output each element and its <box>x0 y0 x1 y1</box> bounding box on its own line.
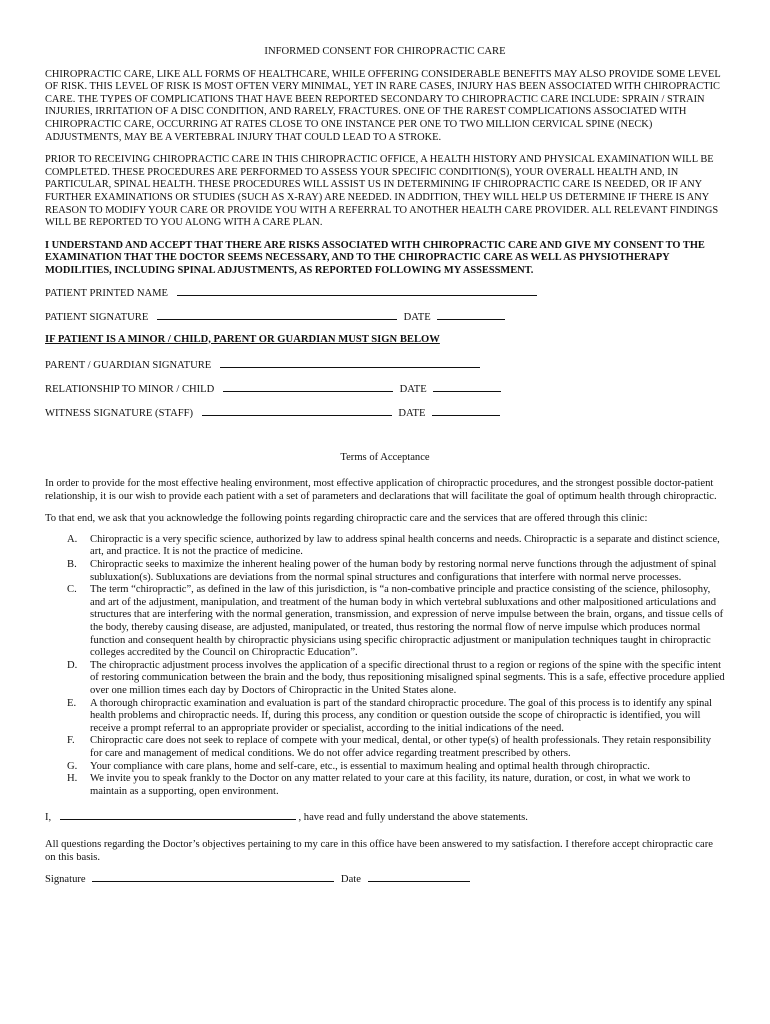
guardian-signature-label: PARENT / GUARDIAN SIGNATURE <box>45 359 212 371</box>
ack-suffix: , have read and fully understand the above statements. <box>298 812 528 824</box>
exam-paragraph: PRIOR TO RECEIVING CHIROPRACTIC CARE IN THIS CHIROPRACTIC OFFICE, A HEALTH HISTORY AND PHYSICAL EXAMINATION WILL BE COMPLETED. THESE PROCEDURES ARE PERFORMED TO ASSESS YOUR SPECIFIC CONDITION(S), YOUR OVERALL HEALTH AND, IN PARTICULAR, SPINAL HEALTH. THESE PROCEDURES WILL ASSIST US IN DETERMINING IF CHIROPRACTIC CARE IS NEEDED, OR IF ANY FURTHER EXAMINATIONS OR STUDIES (SUCH AS X-RAY) ARE NEEDED. IN ADDITION, THEY WILL HELP US DETERMINE IF THERE IS ANY REASON TO MODIFY YOUR CARE OR PROVIDE YOU WITH A REFERRAL TO ANOTHER HEALTH CARE PROVIDER. ALL RELEVANT FINDINGS WILL BE REPORTED TO YOU ALONG WITH A CARE PLAN. <box>45 154 719 229</box>
acknowledgement-row <box>45 810 725 825</box>
guardian-signature-field[interactable] <box>220 358 480 368</box>
patient-signature-label: PATIENT SIGNATURE <box>45 311 149 323</box>
list-item <box>45 698 725 736</box>
final-date-label: Date <box>340 874 361 886</box>
item-letter: H. <box>67 773 78 785</box>
patient-date-field[interactable] <box>437 310 505 320</box>
terms-intro: In order to provide for the most effective healing environment, most effective application of chiropractic procedures, and the strongest possible doctor-patient relationship, it is our wish to provide each patient with a set of parameters and declarations that will facilitate the goal of optimum health through chiropractic. <box>45 478 717 502</box>
list-item <box>45 534 725 559</box>
terms-list <box>45 534 725 798</box>
witness-signature-field[interactable] <box>202 406 392 416</box>
guardian-signature-row <box>45 358 725 382</box>
list-item <box>45 761 725 774</box>
terms-title: Terms of Acceptance <box>340 451 430 463</box>
document-title: INFORMED CONSENT FOR CHIROPRACTIC CARE <box>264 46 506 57</box>
item-letter: G. <box>67 760 78 772</box>
item-text: Chiropractic is a very specific science, authorized by law to address spinal health concerns and needs. Chiropractic is a separate and distinct science, art, and practice. It is not the practice of medicine. <box>90 533 720 558</box>
item-text: We invite you to speak frankly to the Doctor on any matter related to your care at this facility, its nature, duration, or cost, in what we work to maintain as a supporting, open environment. <box>90 773 691 797</box>
signature-label: Signature <box>45 874 86 886</box>
consent-document <box>45 46 725 887</box>
relationship-row <box>45 382 725 406</box>
item-text: The chiropractic adjustment process involves the application of a specific directional thrust to a region or regions of the spine with the specific intent of restoring communication between the brain and the body, thus repositioning misaligned spinal segments. This is a safe, effective procedure applied over one million times each day by Doctors of Chiropractic in the United States alone. <box>90 659 725 696</box>
patient-signature-field[interactable] <box>157 310 397 320</box>
item-text: A thorough chiropractic examination and evaluation is part of the standard chiropractic procedure. The goal of this process is to identify any spinal health problems and chiropractic needs. If, during this process, any condition or question outside the scope of chiropractic is identified, you will receive a prompt referral to an appropriate provider or specialist, according to the initial indications of the need. <box>90 697 712 734</box>
relationship-date-label: DATE <box>399 383 427 395</box>
item-letter: A. <box>67 533 78 545</box>
closing-statement: All questions regarding the Doctor’s objectives pertaining to my care in this office have been answered to my satisfaction. I therefore accept chiropractic care on this basis. <box>45 838 713 863</box>
patient-name-field[interactable] <box>177 286 537 296</box>
item-text: The term “chiropractic”, as defined in the law of this jurisdiction, is “a non-combative principle and practice consisting of the science, philosophy, and art of the adjustment, manipulation, and treatment of the human body in which vertebral subluxations and other malpositioned articulations and structures that are interfering with the normal generation, transmission, and expression of nerve impulse between the brain, organs, and tissue cells of the body, thereby causing disease, are adjusted, manipulated, or treated, thus restoring the normal flow of nerve impulse which produces normal function and consequent health by chiropractic physicians using specific chiropractic adjustment or manipulation techniques taught in chiropractic colleges accredited by the Council on Chiropractic Education”. <box>90 584 724 659</box>
final-signature-row <box>45 872 725 887</box>
item-letter: B. <box>67 559 77 571</box>
item-text: Chiropractic care does not seek to replace of compete with your medical, dental, or other type(s) of health professionals. They retain responsibility for care and management of medical conditions. We do not offer advice regarding treatment prescribed by others. <box>90 735 712 759</box>
item-letter: C. <box>67 584 77 596</box>
relationship-date-field[interactable] <box>433 382 501 392</box>
witness-date-field[interactable] <box>432 406 500 416</box>
item-text: Chiropractic seeks to maximize the inherent healing power of the human body by restoring normal nerve functions through the adjustment of spinal subluxation(s). Subluxations are deviations from the normal spinal structures and configurations that interfere with normal nerve processes. <box>90 559 717 583</box>
item-letter: E. <box>67 697 77 709</box>
witness-row <box>45 406 725 430</box>
minor-notice-row <box>45 334 725 358</box>
patient-signature-row <box>45 310 725 334</box>
item-letter: F. <box>67 735 75 747</box>
relationship-field[interactable] <box>223 382 393 392</box>
list-item <box>45 773 725 798</box>
patient-name-label: PATIENT PRINTED NAME <box>45 287 169 299</box>
witness-label: WITNESS SIGNATURE (STAFF) <box>45 407 194 419</box>
list-item <box>45 660 725 698</box>
item-letter: D. <box>67 659 78 671</box>
minor-notice: IF PATIENT IS A MINOR / CHILD, PARENT OR GUARDIAN MUST SIGN BELOW <box>45 333 440 345</box>
witness-date-label: DATE <box>398 407 426 419</box>
item-text: Your compliance with care plans, home and self-care, etc., is essential to maximum healing and optimal health through chiropractic. <box>90 760 650 772</box>
patient-date-label: DATE <box>403 311 431 323</box>
list-item <box>45 584 725 660</box>
list-item <box>45 559 725 584</box>
terms-lead: To that end, we ask that you acknowledge the following points regarding chiropractic care and the services that are offered through this clinic: <box>45 513 648 525</box>
risk-paragraph: CHIROPRACTIC CARE, LIKE ALL FORMS OF HEALTHCARE, WHILE OFFERING CONSIDERABLE BENEFITS MAY ALSO PROVIDE SOME LEVEL OF RISK. THIS LEVEL OF RISK IS MOST OFTEN VERY MINIMAL, YET IN RARE CASES, INJURY HAS BEEN ASSOCIATED WITH CHIROPRACTIC CARE. THE TYPES OF COMPLICATIONS THAT HAVE BEEN REPORTED SECONDARY TO CHIROPRACTIC CARE INCLUDE: SPRAIN / STRAIN INJURIES, IRRITATION OF A DISC CONDITION, AND RARELY, FRACTURES. ONE OF THE RAREST COMPLICATIONS ASSOCIATED WITH CHIROPRACTIC CARE, OCCURRING AT RATES CLOSE TO ONE INSTANCE PER ONE TO TWO MILLION CERVICAL SPINE (NECK) ADJUSTMENTS, MAY BE A VERTEBRAL INJURY THAT COULD LEAD TO A STROKE. <box>45 68 721 143</box>
final-signature-field[interactable] <box>92 872 334 882</box>
ack-prefix: I, <box>45 812 52 824</box>
ack-name-field[interactable] <box>60 810 296 820</box>
patient-name-row <box>45 286 725 310</box>
list-item <box>45 735 725 760</box>
final-date-field[interactable] <box>368 872 470 882</box>
relationship-label: RELATIONSHIP TO MINOR / CHILD <box>45 383 215 395</box>
consent-statement: I UNDERSTAND AND ACCEPT THAT THERE ARE RISKS ASSOCIATED WITH CHIROPRACTIC CARE AND GIVE MY CONSENT TO THE EXAMINATION THAT THE DOCTOR SEEMS NECESSARY, AND TO THE CHIROPRACTIC CARE AS WELL AS PHYSIOTHERAPY MODILITIES, INCLUDING SPINAL ADJUSTMENTS, AS REPORTED FOLLOWING MY ASSESSMENT. <box>45 239 705 276</box>
